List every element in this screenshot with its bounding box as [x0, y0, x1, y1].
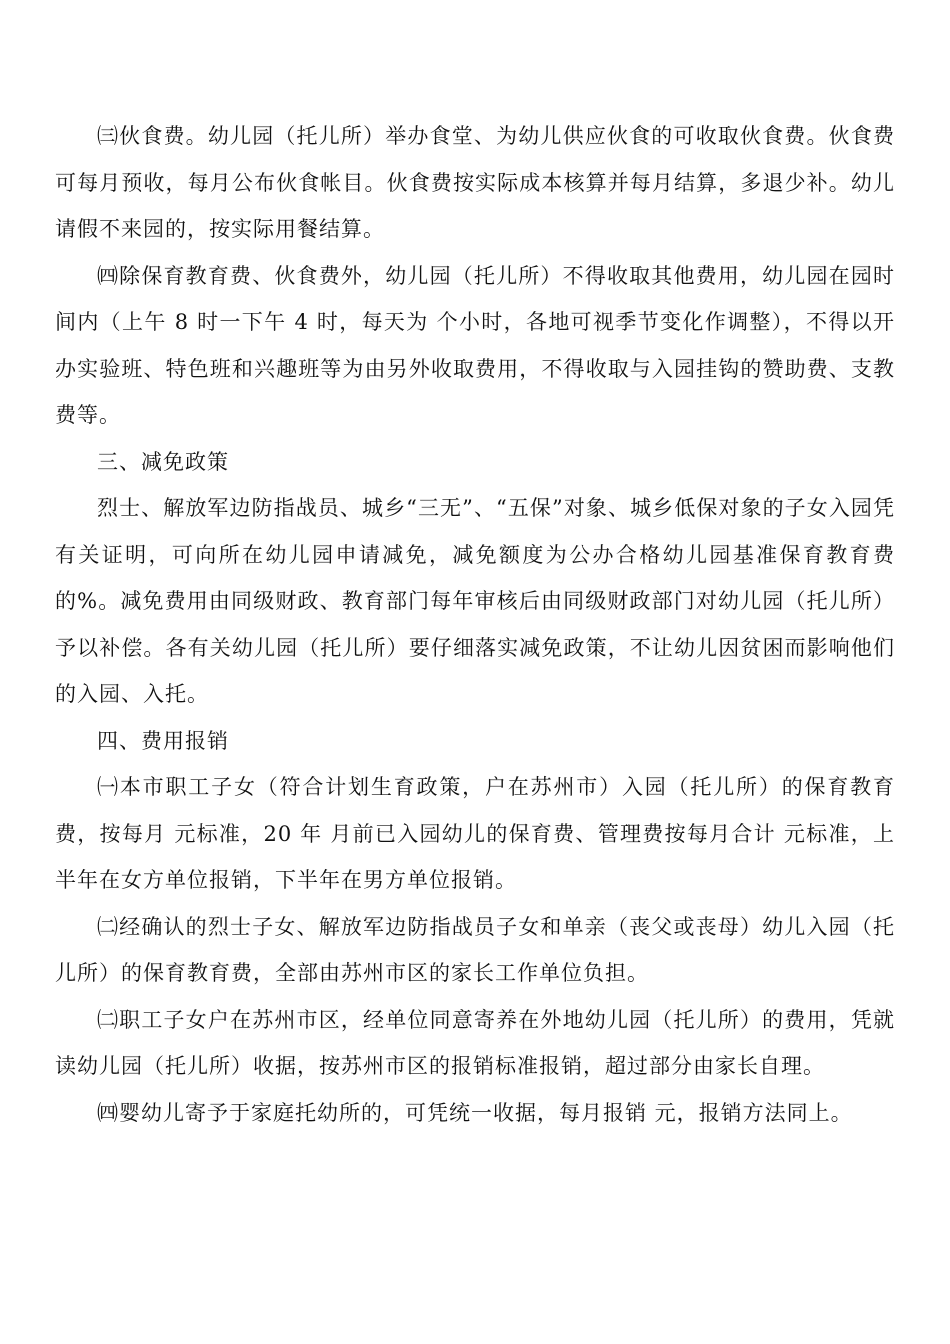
paragraph-other-fees: ㈣除保育教育费、伙食费外，幼儿园（托儿所）不得收取其他费用，幼儿园在园时间内（上午 8 时一下午 4 时，每天为 个小时，各地可视季节变化作调整），不得以开办实验班、特色班和兴趣班等为由另外收取费用，不得收取与入园挂钩的赞助费、支教费等。	[55, 263, 895, 427]
document-body	[55, 113, 895, 1136]
paragraph-reimbursement-2: ㈡经确认的烈士子女、解放军边防指战员子女和单亲（丧父或丧母）幼儿入园（托儿所）的保育教育费，全部由苏州市区的家长工作单位负担。	[55, 914, 895, 985]
paragraph-reimbursement-4: ㈣婴幼儿寄予于家庭托幼所的，可凭统一收据，每月报销 元，报销方法同上。	[97, 1100, 853, 1125]
paragraph-meal-fee: ㈢伙食费。幼儿园（托儿所）举办食堂、为幼儿供应伙食的可收取伙食费。伙食费可每月预收，每月公布伙食帐目。伙食费按实际成本核算并每月结算，多退少补。幼儿请假不来园的，按实际用餐结算。	[55, 124, 895, 241]
section-heading-exemption-policy: 三、减免政策	[97, 449, 229, 474]
section-heading-reimbursement: 四、费用报销	[97, 728, 229, 753]
paragraph-reimbursement-1: ㈠本市职工子女（符合计划生育政策，户在苏州市）入园（托儿所）的保育教育费，按每月 元标准，20 年 月前已入园幼儿的保育费、管理费按每月合计 元标准，上半年在女方单位报销，下半年在男方单位报销。	[55, 775, 895, 892]
paragraph-exemption-policy: 烈士、解放军边防指战员、城乡“三无”、“五保”对象、城乡低保对象的子女入园凭有关证明，可向所在幼儿园申请减免，减免额度为公办合格幼儿园基准保育教育费的%。减免费用由同级财政、教育部门每年审核后由同级财政部门对幼儿园（托儿所）予以补偿。各有关幼儿园（托儿所）要仔细落实减免政策，不让幼儿因贫困而影响他们的入园、入托。	[55, 496, 895, 706]
paragraph-reimbursement-3: ㈡职工子女户在苏州市区，经单位同意寄养在外地幼儿园（托儿所）的费用，凭就读幼儿园（托儿所）收据，按苏州市区的报销标准报销，超过部分由家长自理。	[55, 1007, 895, 1078]
